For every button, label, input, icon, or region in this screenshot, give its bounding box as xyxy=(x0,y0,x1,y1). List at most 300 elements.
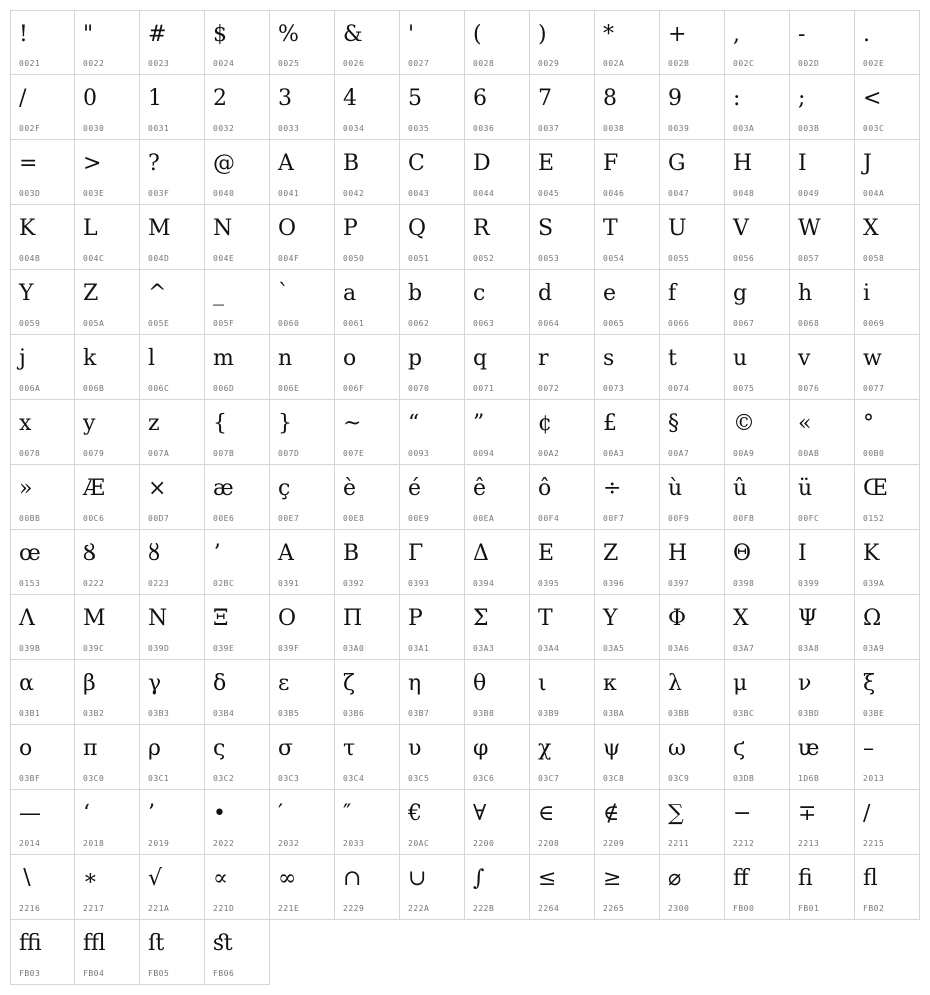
glyph-cell xyxy=(140,10,205,75)
glyph-char: 8 xyxy=(603,86,617,111)
glyph-char: L xyxy=(83,216,98,241)
glyph-codepoint: 03C7 xyxy=(538,774,560,783)
glyph-cell xyxy=(75,530,140,595)
glyph-cell xyxy=(400,10,465,75)
glyph-cell xyxy=(660,140,725,205)
glyph-char: 3 xyxy=(278,86,292,111)
glyph-codepoint: 005E xyxy=(148,319,170,328)
glyph-char: Φ xyxy=(668,606,687,631)
glyph-cell xyxy=(270,530,335,595)
glyph-cell xyxy=(855,335,920,400)
glyph-codepoint: 002B xyxy=(668,59,690,68)
glyph-cell xyxy=(270,595,335,660)
glyph-cell xyxy=(790,595,855,660)
glyph-char: Œ xyxy=(863,476,889,501)
glyph-cell xyxy=(205,205,270,270)
glyph-codepoint: 2014 xyxy=(19,839,41,848)
glyph-codepoint: 0067 xyxy=(733,319,755,328)
glyph-char: Β xyxy=(343,541,360,566)
glyph-codepoint: 002C xyxy=(733,59,755,68)
glyph-char: ȣ xyxy=(148,541,161,566)
glyph-codepoint: 0058 xyxy=(863,254,885,263)
glyph-cell xyxy=(790,660,855,725)
glyph-cell xyxy=(595,75,660,140)
glyph-cell xyxy=(790,790,855,855)
glyph-cell xyxy=(725,270,790,335)
glyph-char: Ζ xyxy=(603,541,619,566)
glyph-codepoint: 0078 xyxy=(19,449,41,458)
glyph-char: Η xyxy=(668,541,688,566)
glyph-cell xyxy=(660,725,725,790)
glyph-codepoint: 03A5 xyxy=(603,644,625,653)
glyph-cell xyxy=(400,270,465,335)
glyph-cell xyxy=(205,140,270,205)
glyph-char: ζ xyxy=(343,671,355,696)
glyph-char: , xyxy=(733,22,740,47)
glyph-cell xyxy=(725,400,790,465)
glyph-codepoint: 0026 xyxy=(343,59,365,68)
glyph-char: z xyxy=(148,411,160,436)
glyph-cell xyxy=(855,530,920,595)
glyph-char: S xyxy=(538,216,554,241)
glyph-cell xyxy=(790,75,855,140)
glyph-char: P xyxy=(343,216,358,241)
glyph-cell xyxy=(75,205,140,270)
glyph-codepoint: 02BC xyxy=(213,579,235,588)
glyph-cell xyxy=(10,140,75,205)
glyph-codepoint: 03C3 xyxy=(278,774,300,783)
glyph-codepoint: 0060 xyxy=(278,319,300,328)
glyph-codepoint: 221D xyxy=(213,904,235,913)
glyph-codepoint: 0061 xyxy=(343,319,365,328)
glyph-cell xyxy=(725,205,790,270)
glyph-codepoint: 0036 xyxy=(473,124,495,133)
glyph-cell xyxy=(725,335,790,400)
glyph-cell xyxy=(855,10,920,75)
glyph-cell xyxy=(140,530,205,595)
glyph-char: 9 xyxy=(668,86,682,111)
glyph-char: Ω xyxy=(863,606,882,631)
glyph-codepoint: 006E xyxy=(278,384,300,393)
glyph-codepoint: 03C5 xyxy=(408,774,430,783)
glyph-codepoint: 2212 xyxy=(733,839,755,848)
glyph-cell xyxy=(855,855,920,920)
glyph-char: ¢ xyxy=(538,411,552,436)
glyph-codepoint: 00FB xyxy=(733,514,755,523)
glyph-char: Ο xyxy=(278,606,297,631)
glyph-codepoint: 003C xyxy=(863,124,885,133)
glyph-char: κ xyxy=(603,671,617,696)
glyph-codepoint: 0077 xyxy=(863,384,885,393)
glyph-codepoint: 00B0 xyxy=(863,449,885,458)
glyph-cell xyxy=(140,335,205,400)
glyph-char: Κ xyxy=(863,541,880,566)
glyph-cell xyxy=(595,140,660,205)
glyph-codepoint: 007A xyxy=(148,449,170,458)
glyph-cell xyxy=(205,10,270,75)
glyph-cell xyxy=(725,530,790,595)
glyph-char: • xyxy=(213,801,226,826)
glyph-codepoint: 03BA xyxy=(603,709,625,718)
glyph-codepoint: 003B xyxy=(798,124,820,133)
glyph-codepoint: 0074 xyxy=(668,384,690,393)
glyph-char: U xyxy=(668,216,687,241)
glyph-codepoint: 00EA xyxy=(473,514,495,523)
glyph-cell xyxy=(790,335,855,400)
glyph-codepoint: 0039 xyxy=(668,124,690,133)
glyph-char: ê xyxy=(473,476,487,501)
glyph-char: æ xyxy=(213,476,234,501)
glyph-char: Σ xyxy=(473,606,489,631)
glyph-char: ψ xyxy=(603,736,621,761)
glyph-cell xyxy=(660,530,725,595)
glyph-codepoint: 03BD xyxy=(798,709,820,718)
glyph-cell xyxy=(790,855,855,920)
glyph-char: Ρ xyxy=(408,606,423,631)
glyph-char: u xyxy=(733,346,748,371)
glyph-char: K xyxy=(19,216,36,241)
glyph-cell xyxy=(400,790,465,855)
glyph-cell xyxy=(595,335,660,400)
glyph-codepoint: 00A3 xyxy=(603,449,625,458)
glyph-char: y xyxy=(83,411,96,436)
glyph-cell xyxy=(855,400,920,465)
glyph-char: τ xyxy=(343,736,356,761)
glyph-char: − xyxy=(733,801,752,826)
glyph-cell xyxy=(10,855,75,920)
glyph-codepoint: 039B xyxy=(19,644,41,653)
glyph-char: α xyxy=(19,671,34,696)
glyph-cell xyxy=(270,270,335,335)
glyph-char: p xyxy=(408,346,423,371)
glyph-cell xyxy=(660,75,725,140)
glyph-codepoint: 0068 xyxy=(798,319,820,328)
glyph-codepoint: FB00 xyxy=(733,904,755,913)
glyph-char: × xyxy=(148,476,167,501)
glyph-codepoint: 00E8 xyxy=(343,514,365,523)
glyph-char: 7 xyxy=(538,86,552,111)
glyph-cell xyxy=(140,790,205,855)
glyph-codepoint: 0051 xyxy=(408,254,430,263)
glyph-codepoint: FB03 xyxy=(19,969,41,978)
glyph-char: % xyxy=(278,22,299,47)
glyph-cell xyxy=(205,465,270,530)
glyph-codepoint: 0040 xyxy=(213,189,235,198)
glyph-char: ″ xyxy=(343,801,352,826)
glyph-codepoint: 00AB xyxy=(798,449,820,458)
glyph-cell xyxy=(725,855,790,920)
glyph-codepoint: 03A6 xyxy=(668,644,690,653)
glyph-codepoint: 03A8 xyxy=(798,644,820,653)
glyph-codepoint: 00E7 xyxy=(278,514,300,523)
glyph-codepoint: 2217 xyxy=(83,904,105,913)
glyph-cell xyxy=(725,790,790,855)
glyph-char: 6 xyxy=(473,86,487,111)
glyph-codepoint: 2211 xyxy=(668,839,690,848)
glyph-codepoint: 0094 xyxy=(473,449,495,458)
glyph-char: a xyxy=(343,281,357,306)
glyph-cell xyxy=(725,140,790,205)
glyph-codepoint: FB06 xyxy=(213,969,235,978)
glyph-char: ∞ xyxy=(278,866,297,891)
glyph-codepoint: 006C xyxy=(148,384,170,393)
glyph-char: V xyxy=(733,216,749,241)
glyph-codepoint: 03B2 xyxy=(83,709,105,718)
glyph-char: ; xyxy=(798,86,806,111)
glyph-cell xyxy=(660,10,725,75)
glyph-codepoint: 0025 xyxy=(278,59,300,68)
glyph-char: ﬁ xyxy=(798,866,813,891)
glyph-cell xyxy=(270,660,335,725)
glyph-cell xyxy=(595,660,660,725)
glyph-codepoint: 2264 xyxy=(538,904,560,913)
glyph-codepoint: 004F xyxy=(278,254,300,263)
glyph-cell xyxy=(855,205,920,270)
glyph-cell xyxy=(335,530,400,595)
glyph-char: ô xyxy=(538,476,552,501)
glyph-char: ς xyxy=(213,736,226,761)
glyph-cell xyxy=(140,660,205,725)
glyph-char: v xyxy=(798,346,811,371)
glyph-char: ≤ xyxy=(538,866,557,891)
glyph-codepoint: 0073 xyxy=(603,384,625,393)
glyph-codepoint: 0050 xyxy=(343,254,365,263)
glyph-codepoint: 006F xyxy=(343,384,365,393)
glyph-cell xyxy=(465,400,530,465)
glyph-codepoint: 004C xyxy=(83,254,105,263)
glyph-cell xyxy=(10,270,75,335)
glyph-codepoint: 004D xyxy=(148,254,170,263)
glyph-codepoint: 006B xyxy=(83,384,105,393)
glyph-char: & xyxy=(343,22,363,47)
glyph-cell xyxy=(790,205,855,270)
glyph-cell xyxy=(660,400,725,465)
glyph-codepoint: 2200 xyxy=(473,839,495,848)
glyph-codepoint: 2229 xyxy=(343,904,365,913)
glyph-char: @ xyxy=(213,151,235,176)
glyph-cell xyxy=(335,595,400,660)
glyph-char: M xyxy=(148,216,171,241)
glyph-codepoint: 0223 xyxy=(148,579,170,588)
glyph-cell xyxy=(205,400,270,465)
glyph-cell xyxy=(465,465,530,530)
glyph-cell xyxy=(335,790,400,855)
glyph-char: = xyxy=(19,151,38,176)
glyph-cell xyxy=(855,725,920,790)
glyph-char: – xyxy=(863,736,874,761)
glyph-codepoint: 0065 xyxy=(603,319,625,328)
glyph-cell xyxy=(75,920,140,985)
glyph-char: ’ xyxy=(148,801,155,826)
glyph-codepoint: 03B7 xyxy=(408,709,430,718)
glyph-char: o xyxy=(343,346,357,371)
glyph-codepoint: 005A xyxy=(83,319,105,328)
glyph-cell xyxy=(270,855,335,920)
glyph-char: E xyxy=(538,151,555,176)
glyph-char: Π xyxy=(343,606,363,631)
glyph-codepoint: 03C6 xyxy=(473,774,495,783)
glyph-codepoint: 039E xyxy=(213,644,235,653)
glyph-char: ᵫ xyxy=(798,736,820,761)
glyph-cell xyxy=(790,725,855,790)
glyph-char: ÷ xyxy=(603,476,622,501)
glyph-codepoint: 004B xyxy=(19,254,41,263)
glyph-char: ﬄ xyxy=(83,931,106,956)
glyph-codepoint: 03B5 xyxy=(278,709,300,718)
glyph-codepoint: 03B4 xyxy=(213,709,235,718)
glyph-cell xyxy=(205,855,270,920)
glyph-char: ⌀ xyxy=(668,866,682,891)
glyph-codepoint: 0066 xyxy=(668,319,690,328)
glyph-codepoint: 0034 xyxy=(343,124,365,133)
glyph-char: . xyxy=(863,22,870,47)
glyph-cell xyxy=(530,205,595,270)
glyph-cell xyxy=(270,465,335,530)
glyph-codepoint: 0391 xyxy=(278,579,300,588)
glyph-cell xyxy=(10,75,75,140)
glyph-codepoint: 0032 xyxy=(213,124,235,133)
glyph-char: h xyxy=(798,281,813,306)
glyph-char: » xyxy=(19,476,33,501)
glyph-cell xyxy=(465,530,530,595)
glyph-cell xyxy=(140,855,205,920)
glyph-codepoint: 0044 xyxy=(473,189,495,198)
glyph-cell xyxy=(75,10,140,75)
glyph-codepoint: 039C xyxy=(83,644,105,653)
glyph-codepoint: 222B xyxy=(473,904,495,913)
glyph-char: σ xyxy=(278,736,294,761)
glyph-cell xyxy=(725,595,790,660)
glyph-char: œ xyxy=(19,541,41,566)
glyph-char: Ξ xyxy=(213,606,229,631)
glyph-cell xyxy=(270,140,335,205)
glyph-char: υ xyxy=(408,736,422,761)
glyph-char: û xyxy=(733,476,748,501)
glyph-cell xyxy=(335,140,400,205)
glyph-codepoint: FB05 xyxy=(148,969,170,978)
glyph-cell xyxy=(75,855,140,920)
glyph-char: Ε xyxy=(538,541,555,566)
glyph-char: I xyxy=(798,151,807,176)
glyph-char: ° xyxy=(863,411,874,436)
glyph-char: ∀ xyxy=(473,801,487,826)
glyph-cell xyxy=(140,205,205,270)
glyph-cell xyxy=(530,660,595,725)
glyph-cell xyxy=(140,595,205,660)
glyph-char: ∉ xyxy=(603,801,620,826)
glyph-char: ) xyxy=(538,22,547,47)
glyph-cell xyxy=(595,270,660,335)
glyph-cell xyxy=(595,205,660,270)
glyph-char: 0 xyxy=(83,86,97,111)
glyph-cell xyxy=(855,465,920,530)
glyph-cell xyxy=(790,10,855,75)
glyph-cell xyxy=(75,465,140,530)
glyph-char: ʼ xyxy=(213,541,220,566)
glyph-char: ϛ xyxy=(733,736,746,761)
glyph-char: > xyxy=(83,151,102,176)
glyph-cell xyxy=(660,855,725,920)
glyph-char: Z xyxy=(83,281,99,306)
glyph-codepoint: 0055 xyxy=(668,254,690,263)
glyph-char: G xyxy=(668,151,686,176)
glyph-codepoint: 2018 xyxy=(83,839,105,848)
glyph-cell xyxy=(75,335,140,400)
glyph-cell xyxy=(335,75,400,140)
glyph-char: e xyxy=(603,281,617,306)
glyph-codepoint: 03A4 xyxy=(538,644,560,653)
glyph-codepoint: 03A9 xyxy=(863,644,885,653)
glyph-codepoint: 0052 xyxy=(473,254,495,263)
glyph-codepoint: 2265 xyxy=(603,904,625,913)
glyph-cell xyxy=(335,270,400,335)
glyph-char: ù xyxy=(668,476,683,501)
glyph-codepoint: 039D xyxy=(148,644,170,653)
glyph-codepoint: 0071 xyxy=(473,384,495,393)
glyph-cell xyxy=(595,400,660,465)
glyph-codepoint: 0079 xyxy=(83,449,105,458)
glyph-codepoint: 0041 xyxy=(278,189,300,198)
glyph-codepoint: 03BC xyxy=(733,709,755,718)
glyph-char: t xyxy=(668,346,677,371)
glyph-codepoint: 0063 xyxy=(473,319,495,328)
glyph-codepoint: 00A7 xyxy=(668,449,690,458)
glyph-codepoint: 03BF xyxy=(19,774,41,783)
glyph-codepoint: FB02 xyxy=(863,904,885,913)
glyph-char: F xyxy=(603,151,619,176)
glyph-char: ε xyxy=(278,671,290,696)
glyph-codepoint: 0022 xyxy=(83,59,105,68)
glyph-codepoint: 004A xyxy=(863,189,885,198)
glyph-char: m xyxy=(213,346,234,371)
glyph-char: Q xyxy=(408,216,427,241)
glyph-cell xyxy=(530,530,595,595)
glyph-codepoint: 0035 xyxy=(408,124,430,133)
glyph-cell xyxy=(595,465,660,530)
glyph-codepoint: 039A xyxy=(863,579,885,588)
glyph-char: ﬃ xyxy=(19,931,42,956)
glyph-cell xyxy=(335,10,400,75)
glyph-char: + xyxy=(668,22,687,47)
glyph-codepoint: 039F xyxy=(278,644,300,653)
glyph-codepoint: 03C8 xyxy=(603,774,625,783)
glyph-codepoint: 0033 xyxy=(278,124,300,133)
glyph-char: ` xyxy=(278,281,289,306)
glyph-codepoint: 03A1 xyxy=(408,644,430,653)
glyph-cell xyxy=(595,790,660,855)
glyph-codepoint: 003F xyxy=(148,189,170,198)
glyph-codepoint: 0152 xyxy=(863,514,885,523)
glyph-cell xyxy=(530,335,595,400)
glyph-codepoint: 03A7 xyxy=(733,644,755,653)
glyph-cell xyxy=(270,790,335,855)
glyph-char: ' xyxy=(408,22,415,47)
glyph-cell xyxy=(465,140,530,205)
glyph-cell xyxy=(75,790,140,855)
glyph-codepoint: 0398 xyxy=(733,579,755,588)
glyph-cell xyxy=(400,400,465,465)
glyph-cell xyxy=(205,595,270,660)
glyph-cell xyxy=(660,595,725,660)
glyph-char: — xyxy=(19,801,41,826)
glyph-codepoint: 03B9 xyxy=(538,709,560,718)
glyph-codepoint: 0047 xyxy=(668,189,690,198)
glyph-codepoint: 006D xyxy=(213,384,235,393)
glyph-cell xyxy=(335,205,400,270)
glyph-cell xyxy=(335,400,400,465)
glyph-codepoint: 004E xyxy=(213,254,235,263)
glyph-codepoint: 03BB xyxy=(668,709,690,718)
